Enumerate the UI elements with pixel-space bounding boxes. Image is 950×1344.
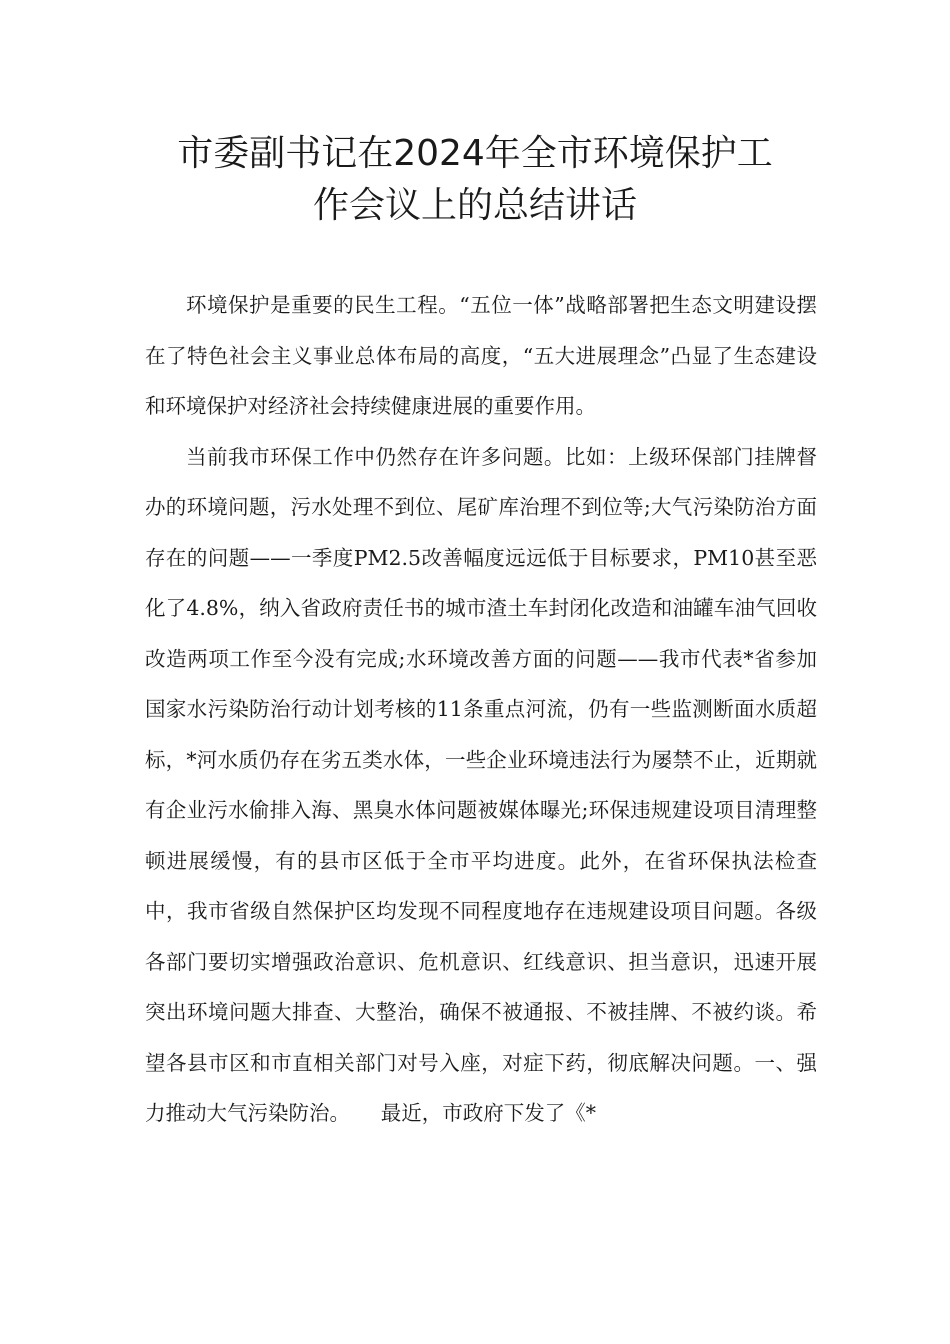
document-body xyxy=(145,280,817,1139)
document-title xyxy=(120,128,830,232)
title-line-1: 市委副书记在2024年全市环境保护工 xyxy=(177,133,773,174)
paragraph-2: 当前我市环保工作中仍然存在许多问题。比如：上级环保部门挂牌督办的环境问题，污水处理不到位、尾矿库治理不到位等;大气污染防治方面存在的问题——一季度PM2.5改善幅度远远低于目标要求，PM10甚至恶化了4.8%，纳入省政府责任书的城市渣土车封闭化改造和油罐车油气回收改造两项工作至今没有完成;水环境改善方面的问题——我市代表*省参加国家水污染防治行动计划考核的11条重点河流，仍有一些监测断面水质超标，*河水质仍存在劣五类水体，一些企业环境违法行为屡禁不止，近期就有企业污水偷排入海、黑臭水体问题被媒体曝光;环保违规建设项目清理整顿进展缓慢，有的县市区低于全市平均进度。此外，在省环保执法检查中，我市省级自然保护区均发现不同程度地存在违规建设项目问题。各级各部门要切实增强政治意识、危机意识、红线意识、担当意识，迅速开展突出环境问题大排查、大整治，确保不被通报、不被挂牌、不被约谈。希望各县市区和市直相关部门对号入座，对症下药，彻底解决问题。一、强力推动大气污染防治。 最近，市政府下发了《* xyxy=(145,444,817,1125)
paragraph-1: 环境保护是重要的民生工程。“五位一体”战略部署把生态文明建设摆在了特色社会主义事业总体布局的高度，“五大进展理念”凸显了生态建设和环境保护对经济社会持续健康进展的重要作用。 xyxy=(145,293,817,418)
title-line-2: 作会议上的总结讲话 xyxy=(312,185,637,226)
